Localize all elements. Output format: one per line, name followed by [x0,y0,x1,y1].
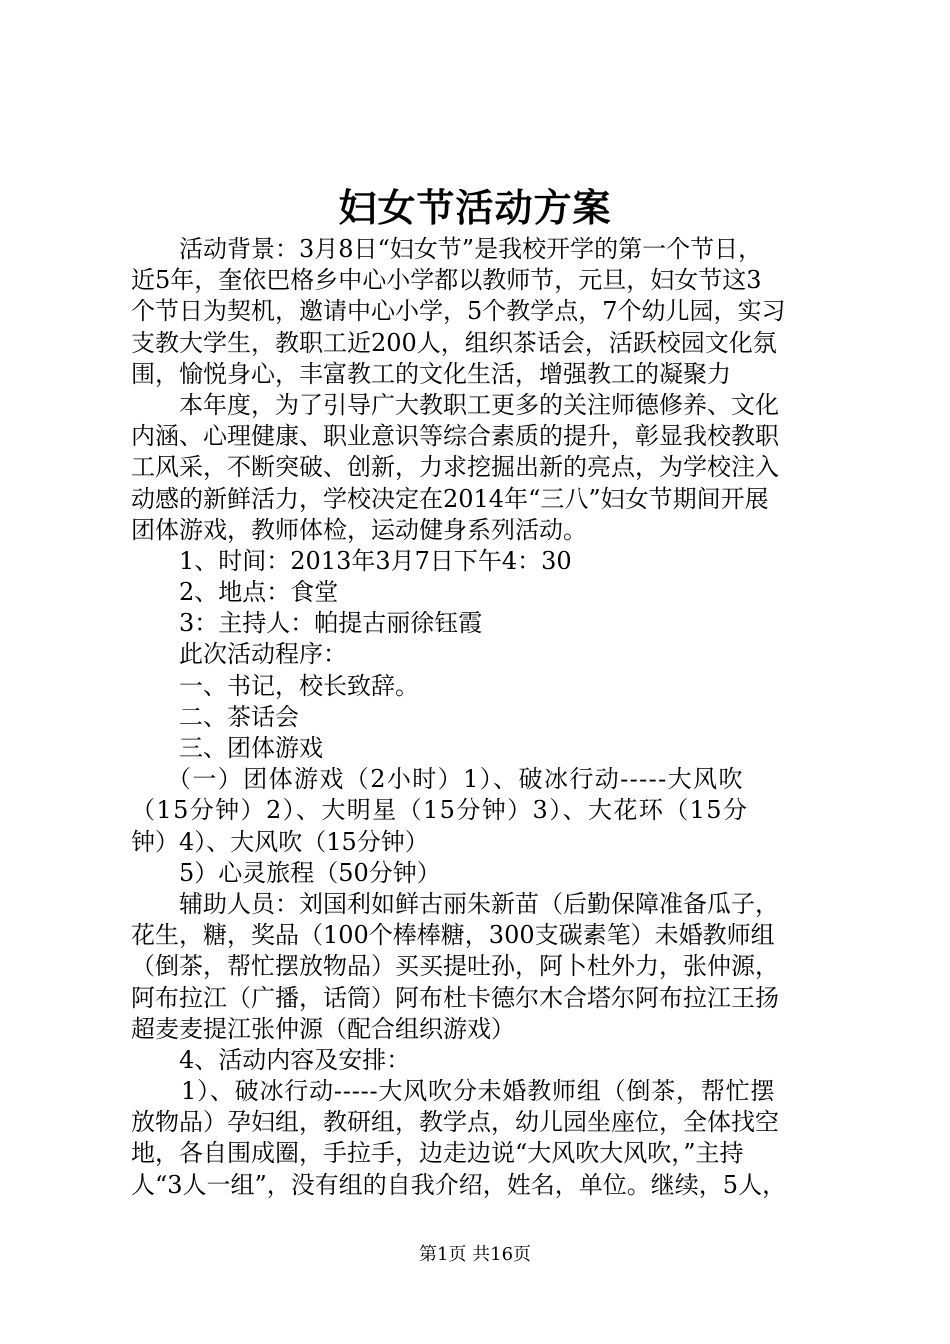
paragraph-line: 阿布拉江（广播，话筒）阿布杜卡德尔木合塔尔阿布拉江王扬 [131,983,779,1012]
paragraph-line: 个节日为契机，邀请中心小学，5个教学点，7个幼儿园，实习 [131,297,786,326]
paragraph-line: 辅助人员：刘国利如鲜古丽朱新苗（后勤保障准备瓜子， [179,889,779,918]
paragraph-line: 工风采，不断突破、创新，力求挖掘出新的亮点，为学校注入 [131,453,779,482]
list-item: 2、地点：食堂 [179,578,339,607]
paragraph-line: 1）、破冰行动-----大风吹分未婚教师组（倒茶，帮忙摆 [181,1077,776,1106]
document-title: 妇女节活动方案 [338,185,612,230]
paragraph-line: 花生，糖，奖品（100个棒棒糖，300支碳素笔）未婚教师组 [131,921,775,950]
paragraph-line: 活动背景：3月8日“妇女节”是我校开学的第一个节日， [179,235,763,263]
paragraph-line: 本年度，为了引导广大教职工更多的关注师德修养、文化 [179,390,779,419]
paragraph-line: （15分钟）2）、大明星（15分钟）3）、大花环（15分 [131,796,749,825]
paragraph-line: 内涵、心理健康、职业意识等综合素质的提升，彰显我校教职 [131,422,779,451]
paragraph-line: 团体游戏，教师体检，运动健身系列活动。 [131,515,587,544]
paragraph-line: 人“3人一组”，没有组的自我介绍，姓名，单位。继续，5人， [131,1170,787,1199]
paragraph-line: （一）团体游戏（2小时）1）、破冰行动-----大风吹 [167,765,744,794]
paragraph-line: 超麦麦提江张仲源（配合组织游戏） [131,1014,515,1043]
paragraph-line: 钟）4）、大风吹（15分钟） [131,827,429,856]
paragraph-line: 近5年，奎依巴格乡中心小学都以教师节，元旦，妇女节这3 [131,266,762,295]
page-footer: 第1页 共16页 [418,1244,532,1265]
paragraph-line: 地，各自围成圈，手拉手，边走边说“大风吹大风吹，”主持 [131,1139,744,1168]
paragraph-line: 支教大学生，教职工近200人，组织茶话会，活跃校园文化氛 [131,328,777,357]
list-item: 1、时间：2013年3月7日下午4：30 [179,546,572,575]
list-item: 此次活动程序： [179,640,347,669]
paragraph-line: （倒茶，帮忙摆放物品）买买提吐孙，阿卜杜外力，张仲源， [131,952,779,981]
list-item: 3：主持人：帕提古丽徐钰霞 [179,609,483,638]
list-item: 一、书记，校长致辞。 [179,671,419,700]
list-item: 4、活动内容及安排： [179,1045,411,1074]
paragraph-line: 动感的新鲜活力，学校决定在2014年“三八”妇女节期间开展 [131,484,769,513]
paragraph-line: 放物品）孕妇组，教研组，教学点，幼儿园坐座位，全体找空 [131,1108,779,1137]
document-body [131,234,831,1201]
paragraph-line: 围，愉悦身心，丰富教工的文化生活，增强教工的凝聚力 [131,359,731,388]
list-item: 二、茶话会 [179,702,299,731]
list-item: 5）心灵旅程（50分钟） [179,858,441,887]
list-item: 三、团体游戏 [179,734,323,762]
